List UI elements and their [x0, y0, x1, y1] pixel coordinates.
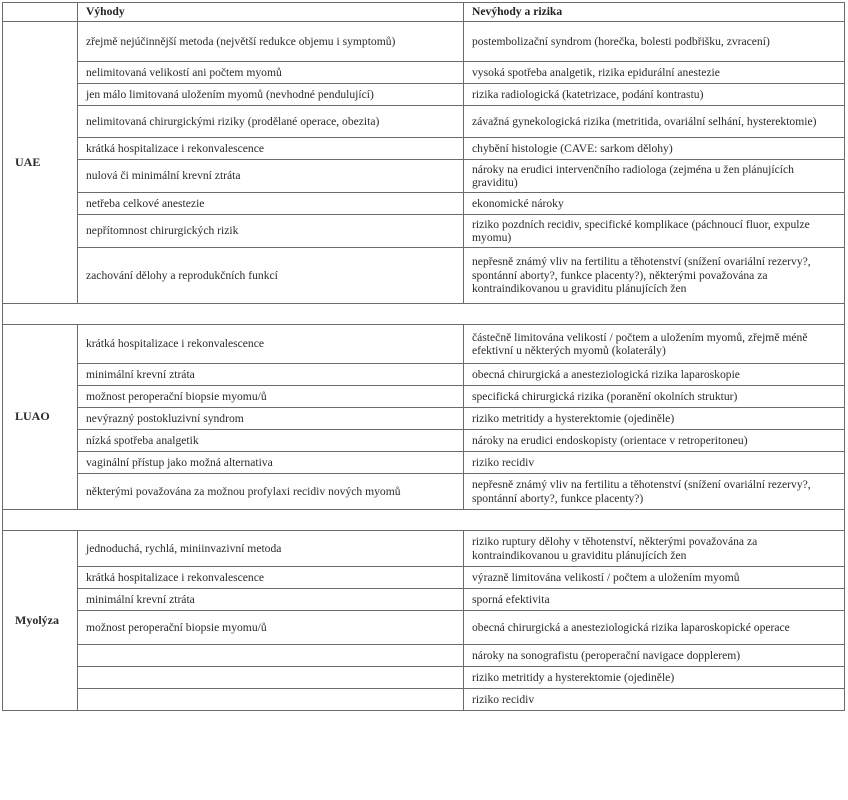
advantage-cell: nepřítomnost chirurgických rizik — [78, 215, 464, 248]
advantage-cell: nelimitovaná velikostí ani počtem myomů — [78, 62, 464, 84]
table-row — [3, 160, 845, 193]
table-row — [3, 589, 845, 611]
table-row — [3, 325, 845, 364]
disadvantage-cell: riziko recidiv — [464, 689, 845, 711]
advantage-cell: nelimitovaná chirurgickými riziky (prodělané operace, obezita) — [78, 106, 464, 138]
advantage-cell: minimální krevní ztráta — [78, 364, 464, 386]
table-row — [3, 248, 845, 304]
disadvantage-cell: nároky na erudici intervenčního radiologa (zejména u žen plánujících graviditu) — [464, 160, 845, 193]
advantage-cell: krátká hospitalizace i rekonvalescence — [78, 567, 464, 589]
disadvantage-cell: postembolizační syndrom (horečka, bolesti podbřišku, zvracení) — [464, 22, 845, 62]
table-row — [3, 452, 845, 474]
advantage-cell: některými považována za možnou profylaxi recidiv nových myomů — [78, 474, 464, 510]
table-row — [3, 386, 845, 408]
comparison-table — [2, 2, 845, 711]
advantage-cell: nízká spotřeba analgetik — [78, 430, 464, 452]
disadvantage-cell: riziko ruptury dělohy v těhotenství, některými považována za kontraindikovanou u graviditu plánujících žen — [464, 531, 845, 567]
disadvantage-cell: nepřesně známý vliv na fertilitu a těhotenství (snížení ovariální rezervy?, spontánní aborty?, funkce placenty?) — [464, 474, 845, 510]
table-row — [3, 84, 845, 106]
method-label: UAE — [3, 22, 78, 304]
disadvantage-cell: obecná chirurgická a anesteziologická rizika laparoskopické operace — [464, 611, 845, 645]
disadvantage-cell: výrazně limitována velikostí / počtem a uložením myomů — [464, 567, 845, 589]
disadvantage-cell: chybění histologie (CAVE: sarkom dělohy) — [464, 138, 845, 160]
table-row — [3, 567, 845, 589]
disadvantage-cell: nároky na erudici endoskopisty (orientace v retroperitoneu) — [464, 430, 845, 452]
method-label: Myolýza — [3, 531, 78, 711]
advantage-cell: jednoduchá, rychlá, miniinvazivní metoda — [78, 531, 464, 567]
advantage-cell: netřeba celkové anestezie — [78, 193, 464, 215]
spacer-row — [3, 304, 845, 325]
disadvantage-cell: obecná chirurgická a anesteziologická rizika laparoskopie — [464, 364, 845, 386]
spacer-cell — [3, 304, 845, 325]
spacer-cell — [3, 510, 845, 531]
table-row — [3, 22, 845, 62]
header-method — [3, 3, 78, 22]
table-body — [3, 22, 845, 711]
disadvantage-cell: závažná gynekologická rizika (metritida, ovariální selhání, hysterektomie) — [464, 106, 845, 138]
disadvantage-cell: riziko recidiv — [464, 452, 845, 474]
spacer-row — [3, 510, 845, 531]
advantage-cell — [78, 667, 464, 689]
advantage-cell: nevýrazný postokluzivní syndrom — [78, 408, 464, 430]
disadvantage-cell: riziko metritidy a hysterektomie (ojediněle) — [464, 408, 845, 430]
table-row — [3, 531, 845, 567]
disadvantage-cell: specifická chirurgická rizika (poranění okolních struktur) — [464, 386, 845, 408]
advantage-cell: jen málo limitovaná uložením myomů (nevhodné pendulující) — [78, 84, 464, 106]
advantage-cell: krátká hospitalizace i rekonvalescence — [78, 138, 464, 160]
table-row — [3, 62, 845, 84]
table-row — [3, 430, 845, 452]
table-row — [3, 215, 845, 248]
disadvantage-cell: riziko metritidy a hysterektomie (ojediněle) — [464, 667, 845, 689]
table-row — [3, 611, 845, 645]
disadvantage-cell: rizika radiologická (katetrizace, podání kontrastu) — [464, 84, 845, 106]
table-row — [3, 689, 845, 711]
table-row — [3, 364, 845, 386]
advantage-cell — [78, 645, 464, 667]
disadvantage-cell: vysoká spotřeba analgetik, rizika epidurální anestezie — [464, 62, 845, 84]
advantage-cell: minimální krevní ztráta — [78, 589, 464, 611]
advantage-cell: vaginální přístup jako možná alternativa — [78, 452, 464, 474]
disadvantage-cell: částečně limitována velikostí / počtem a uložením myomů, zřejmě méně efektivní u některých myomů (kolaterály) — [464, 325, 845, 364]
advantage-cell: zřejmě nejúčinnější metoda (největší redukce objemu i symptomů) — [78, 22, 464, 62]
table-row — [3, 474, 845, 510]
advantage-cell: nulová či minimální krevní ztráta — [78, 160, 464, 193]
table-row — [3, 667, 845, 689]
advantage-cell: zachování dělohy a reprodukčních funkcí — [78, 248, 464, 304]
advantage-cell — [78, 689, 464, 711]
disadvantage-cell: riziko pozdních recidiv, specifické komplikace (páchnoucí fluor, expulze myomu) — [464, 215, 845, 248]
disadvantage-cell: sporná efektivita — [464, 589, 845, 611]
table-row — [3, 193, 845, 215]
table-row — [3, 106, 845, 138]
disadvantage-cell: ekonomické nároky — [464, 193, 845, 215]
header-advantages: Výhody — [78, 3, 464, 22]
disadvantage-cell: nepřesně známý vliv na fertilitu a těhotenství (snížení ovariální rezervy?, spontánní aborty?, funkce placenty?), některými považována za kontraindikovanou u graviditu plánujících žen — [464, 248, 845, 304]
table-row — [3, 408, 845, 430]
table-row — [3, 645, 845, 667]
method-label: LUAO — [3, 325, 78, 510]
disadvantage-cell: nároky na sonografistu (peroperační navigace dopplerem) — [464, 645, 845, 667]
header-row — [3, 3, 845, 22]
table-row — [3, 138, 845, 160]
advantage-cell: krátká hospitalizace i rekonvalescence — [78, 325, 464, 364]
header-disadvantages: Nevýhody a rizika — [464, 3, 845, 22]
advantage-cell: možnost peroperační biopsie myomu/ů — [78, 611, 464, 645]
advantage-cell: možnost peroperační biopsie myomu/ů — [78, 386, 464, 408]
